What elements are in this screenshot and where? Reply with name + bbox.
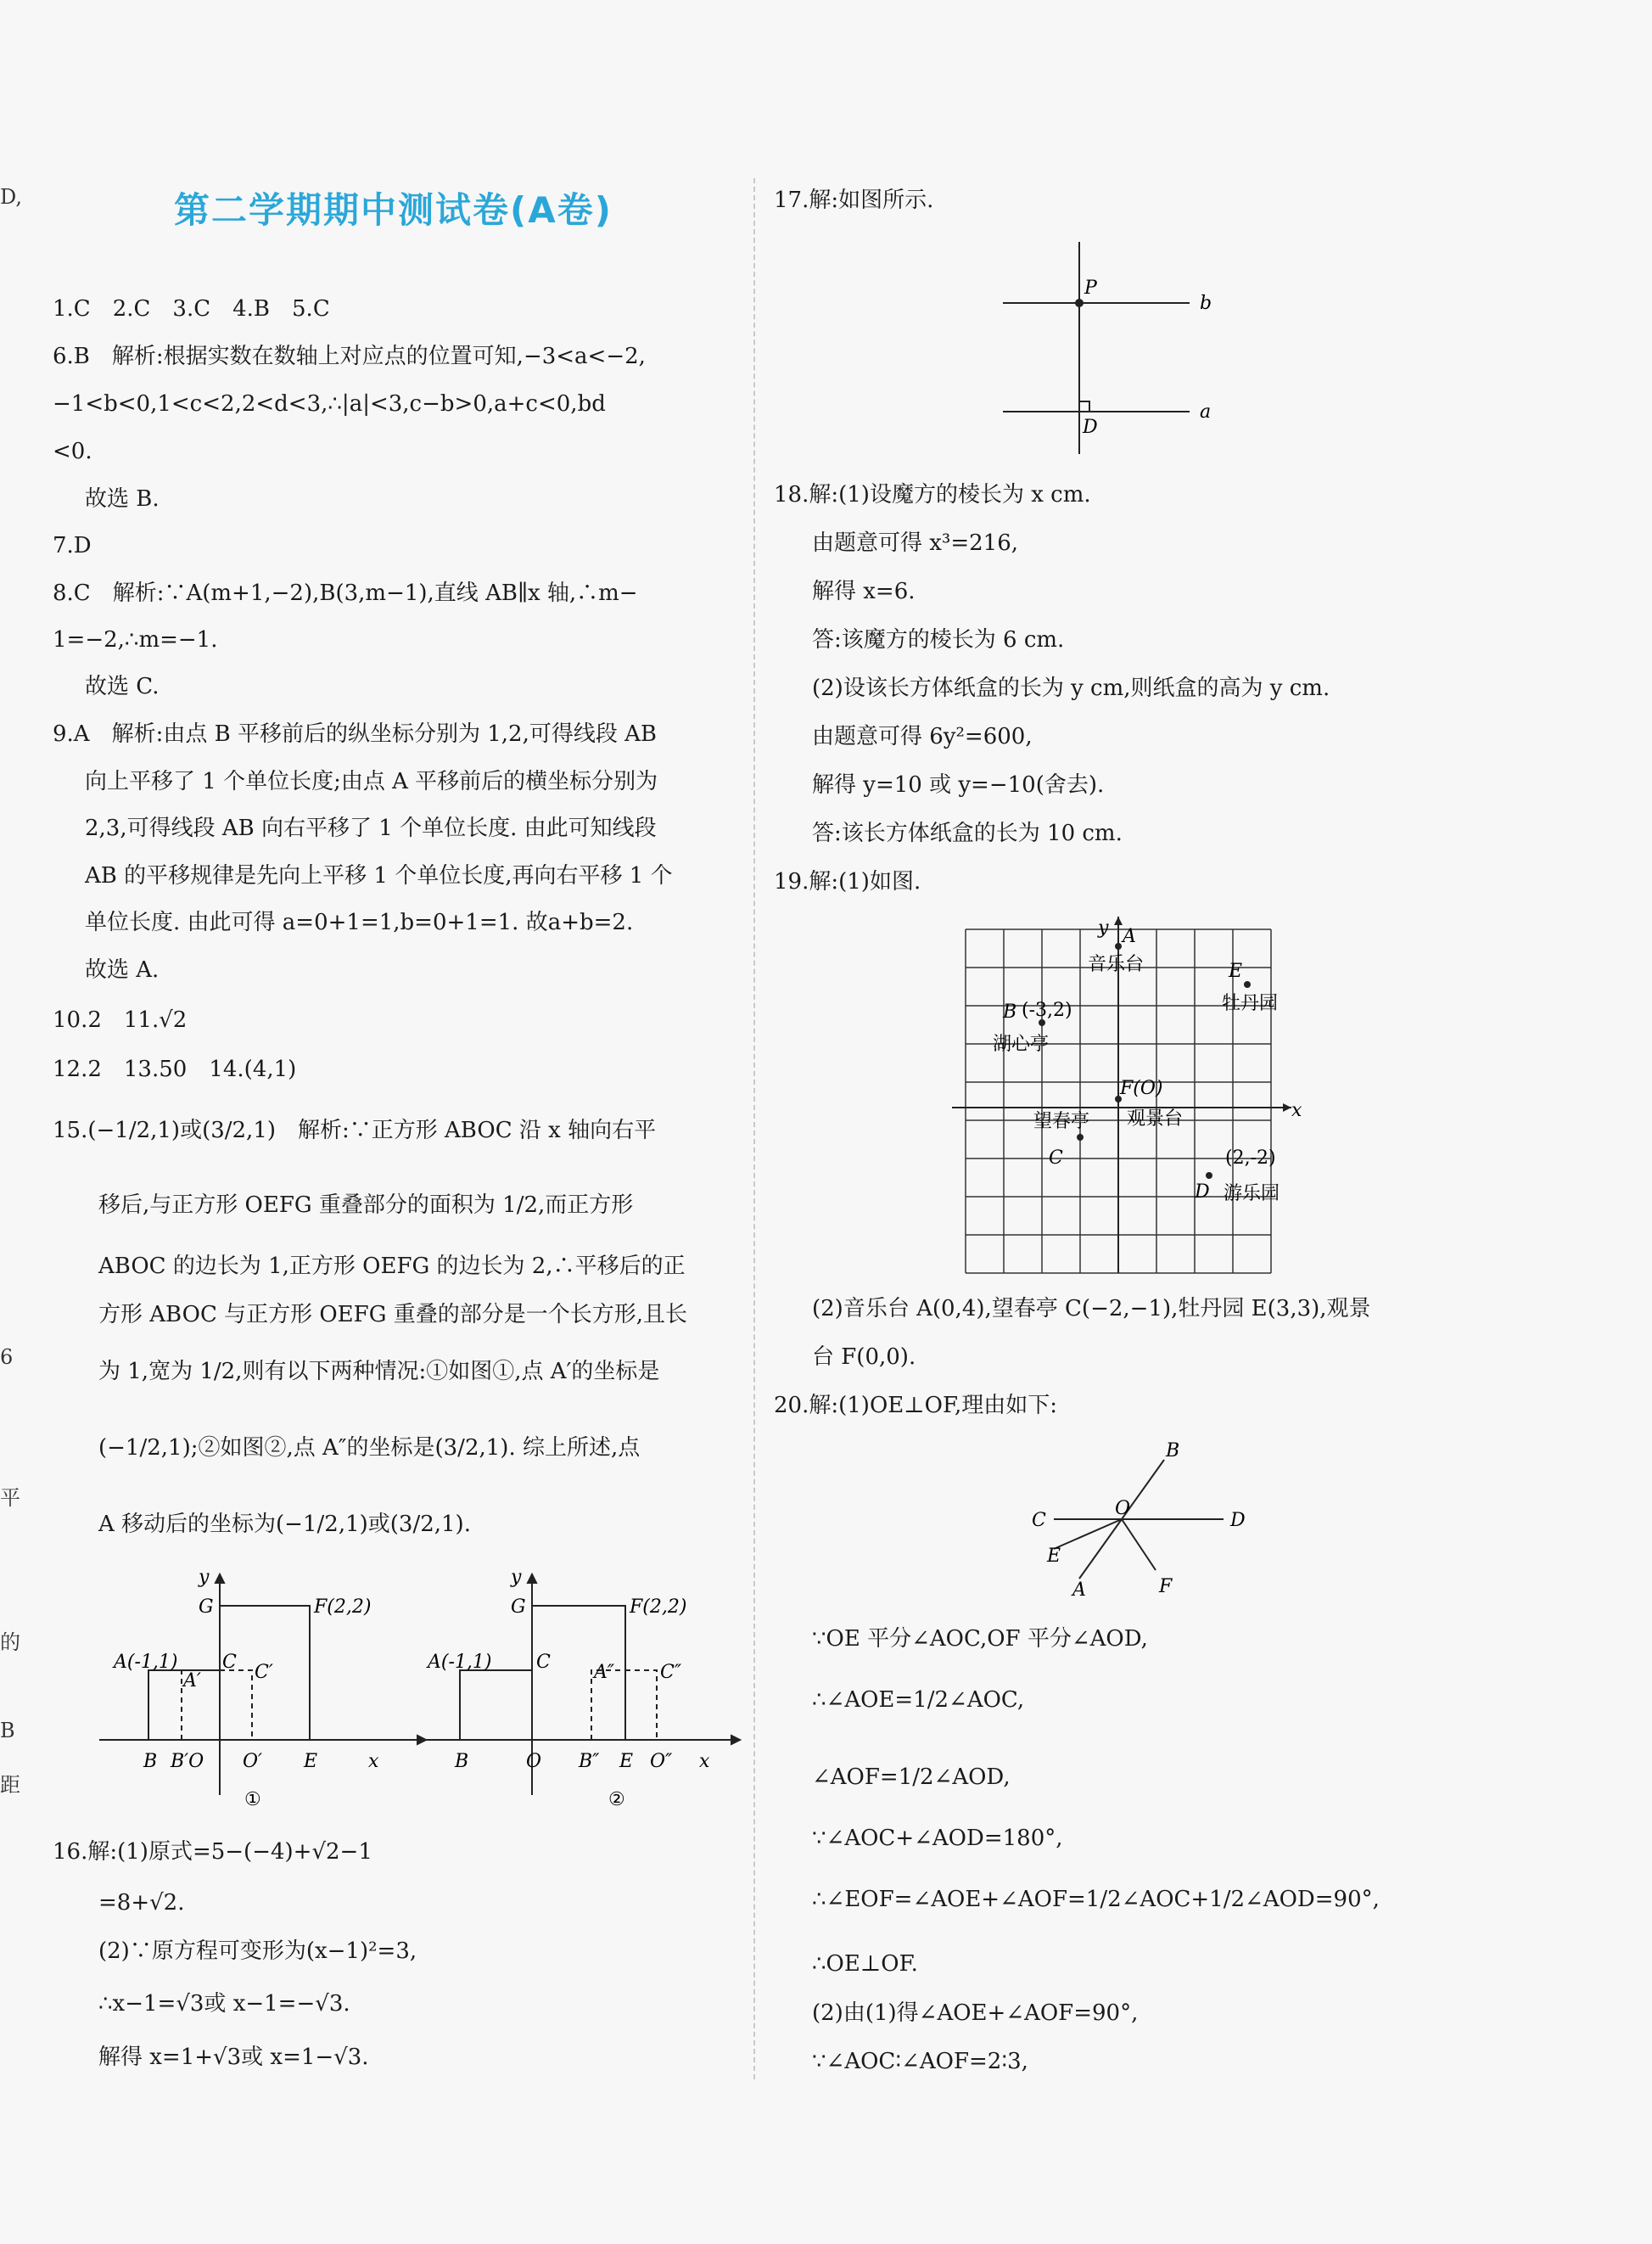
answer-line: 答:该魔方的棱长为 6 cm. bbox=[812, 627, 1065, 653]
svg-text:望春亭: 望春亭 bbox=[1033, 1111, 1090, 1132]
svg-text:a: a bbox=[1200, 401, 1212, 423]
answer-line: ∴∠EOF=∠AOE+∠AOF=1/2∠AOC+1/2∠AOD=90°, bbox=[812, 1887, 1380, 1912]
answer-line: (−1/2,1);②如图②,点 A″的坐标是(3/2,1). 综上所述,点 bbox=[98, 1435, 641, 1461]
svg-text:x: x bbox=[699, 1751, 710, 1772]
answer-line: 15.(−1/2,1)或(3/2,1) 解析:∵正方形 ABOC 沿 x 轴向右平 bbox=[53, 1118, 657, 1143]
answer-line: 方形 ABOC 与正方形 OEFG 重叠的部分是一个长方形,且长 bbox=[98, 1302, 688, 1327]
answer-line: ∴OE⊥OF. bbox=[812, 1951, 918, 1977]
answer-line: 9.A 解析:由点 B 平移前后的纵坐标分别为 1,2,可得线段 AB bbox=[53, 721, 658, 747]
answer-line: (2)由(1)得∠AOE+∠AOF=90°, bbox=[812, 2000, 1139, 2026]
svg-text:P: P bbox=[1084, 278, 1097, 299]
answer-line: 12.2 13.50 14.(4,1) bbox=[53, 1057, 297, 1082]
svg-text:G: G bbox=[511, 1596, 526, 1618]
answer-line: 20.解:(1)OE⊥OF,理由如下: bbox=[774, 1393, 1058, 1418]
answer-line: 为 1,宽为 1/2,则有以下两种情况:①如图①,点 A′的坐标是 bbox=[98, 1359, 660, 1384]
figure-15-2 bbox=[409, 1566, 765, 1812]
svg-text:E: E bbox=[304, 1751, 318, 1772]
svg-text:观景台: 观景台 bbox=[1127, 1108, 1184, 1130]
svg-text:C″: C″ bbox=[660, 1662, 682, 1683]
column-divider bbox=[753, 178, 755, 2079]
figure-20 bbox=[1020, 1434, 1274, 1613]
answer-line: 解得 x=6. bbox=[812, 579, 916, 604]
svg-text:y: y bbox=[199, 1567, 210, 1588]
answer-line: 6.B 解析:根据实数在数轴上对应点的位置可知,−3<a<−2, bbox=[53, 344, 646, 369]
svg-text:A″: A″ bbox=[594, 1662, 615, 1683]
answer-line: 17.解:如图所示. bbox=[774, 188, 934, 213]
svg-text:D: D bbox=[1230, 1510, 1246, 1531]
figure-15-1 bbox=[95, 1566, 451, 1812]
answer-line: (2)∵原方程可变形为(x−1)²=3, bbox=[98, 1938, 417, 1964]
answer-line: ABOC 的边长为 1,正方形 OEFG 的边长为 2,∴平移后的正 bbox=[98, 1254, 686, 1279]
margin-fragment: 6 bbox=[0, 1345, 14, 1369]
answer-line: 故选 A. bbox=[85, 957, 160, 983]
answer-line: ∴x−1=√3或 x−1=−√3. bbox=[98, 1991, 350, 2017]
svg-text:O″: O″ bbox=[650, 1751, 673, 1772]
answer-line: 由题意可得 6y²=600, bbox=[812, 724, 1033, 749]
svg-text:牡丹园: 牡丹园 bbox=[1222, 993, 1279, 1014]
svg-text:G: G bbox=[199, 1596, 214, 1618]
answer-line: 10.2 11.√2 bbox=[53, 1007, 188, 1033]
answer-line: 故选 C. bbox=[85, 674, 160, 699]
svg-text:B: B bbox=[1003, 1001, 1017, 1023]
answer-line: 单位长度. 由此可得 a=0+1=1,b=0+1=1. 故a+b=2. bbox=[85, 910, 634, 935]
svg-text:C: C bbox=[1049, 1147, 1063, 1169]
svg-text:D: D bbox=[1083, 417, 1098, 438]
answer-line: 1.C 2.C 3.C 4.B 5.C bbox=[53, 296, 330, 322]
svg-text:音乐台: 音乐台 bbox=[1088, 954, 1145, 975]
answer-line: 1=−2,∴m=−1. bbox=[53, 627, 218, 653]
margin-fragment: B bbox=[0, 1719, 15, 1742]
svg-text:②: ② bbox=[608, 1789, 625, 1810]
svg-text:A: A bbox=[1072, 1579, 1086, 1601]
svg-text:b: b bbox=[1200, 293, 1212, 314]
svg-text:A(-1,1): A(-1,1) bbox=[114, 1652, 178, 1673]
answer-line: A 移动后的坐标为(−1/2,1)或(3/2,1). bbox=[98, 1512, 471, 1537]
answer-line: 台 F(0,0). bbox=[812, 1344, 916, 1370]
svg-text:F(2,2): F(2,2) bbox=[314, 1596, 372, 1618]
svg-text:D: D bbox=[1195, 1181, 1210, 1203]
svg-text:C: C bbox=[1032, 1510, 1046, 1531]
answer-line: ∵OE 平分∠AOC,OF 平分∠AOD, bbox=[812, 1626, 1148, 1652]
answer-line: 故选 B. bbox=[85, 486, 160, 512]
answer-line: ∵∠AOC+∠AOD=180°, bbox=[812, 1826, 1063, 1851]
svg-text:y: y bbox=[1098, 917, 1109, 939]
svg-text:B″: B″ bbox=[579, 1751, 600, 1772]
svg-text:(-3,2): (-3,2) bbox=[1022, 1000, 1072, 1021]
answer-line: (2)音乐台 A(0,4),望春亭 C(−2,−1),牡丹园 E(3,3),观景 bbox=[812, 1296, 1371, 1321]
answer-line: ∠AOF=1/2∠AOD, bbox=[812, 1764, 1011, 1790]
svg-text:O′: O′ bbox=[243, 1751, 263, 1772]
figure-19-grid-map bbox=[952, 912, 1308, 1286]
svg-text:O: O bbox=[1115, 1498, 1131, 1519]
answer-line: 8.C 解析:∵A(m+1,−2),B(3,m−1),直线 AB∥x 轴,∴m− bbox=[53, 581, 638, 606]
answer-line: 19.解:(1)如图. bbox=[774, 869, 921, 895]
answer-line: AB 的平移规律是先向上平移 1 个单位长度,再向右平移 1 个 bbox=[85, 863, 673, 889]
answer-line: 移后,与正方形 OEFG 重叠部分的面积为 1/2,而正方形 bbox=[98, 1192, 634, 1218]
answer-line: <0. bbox=[53, 439, 92, 464]
answer-line: 7.D bbox=[53, 533, 92, 558]
svg-text:E: E bbox=[1229, 961, 1243, 982]
svg-text:B: B bbox=[455, 1751, 469, 1772]
svg-text:y: y bbox=[511, 1567, 522, 1588]
svg-text:A′: A′ bbox=[183, 1670, 201, 1691]
answer-line: 18.解:(1)设魔方的棱长为 x cm. bbox=[774, 482, 1091, 508]
svg-text:C: C bbox=[222, 1652, 237, 1673]
svg-text:E: E bbox=[619, 1751, 634, 1772]
svg-text:E: E bbox=[1047, 1546, 1061, 1567]
svg-text:x: x bbox=[1291, 1100, 1302, 1121]
answer-line: 解得 x=1+√3或 x=1−√3. bbox=[98, 2045, 369, 2070]
answer-line: 解得 y=10 或 y=−10(舍去). bbox=[812, 772, 1105, 798]
answer-line: =8+√2. bbox=[98, 1890, 185, 1916]
svg-text:F: F bbox=[1159, 1576, 1173, 1597]
margin-fragment: 距 bbox=[0, 1773, 20, 1797]
answer-line: (2)设该长方体纸盒的长为 y cm,则纸盒的高为 y cm. bbox=[812, 676, 1330, 701]
answer-line: 向上平移了 1 个单位长度;由点 A 平移前后的横坐标分别为 bbox=[85, 769, 658, 794]
svg-text:x: x bbox=[368, 1751, 379, 1772]
svg-text:A: A bbox=[1123, 926, 1136, 947]
answer-line: −1<b<0,1<c<2,2<d<3,∴|a|<3,c−b>0,a+c<0,bd bbox=[53, 391, 606, 417]
svg-text:B: B bbox=[1166, 1440, 1180, 1461]
svg-text:F(O): F(O) bbox=[1120, 1078, 1163, 1099]
margin-fragment: 平 bbox=[0, 1486, 20, 1510]
svg-text:①: ① bbox=[244, 1789, 261, 1810]
svg-text:(2,-2): (2,-2) bbox=[1225, 1147, 1276, 1169]
margin-fragment: D, bbox=[0, 185, 23, 209]
svg-text:C′: C′ bbox=[255, 1662, 273, 1683]
svg-text:B′O: B′O bbox=[171, 1751, 204, 1772]
svg-text:湖心亭: 湖心亭 bbox=[993, 1034, 1050, 1055]
svg-text:A(-1,1): A(-1,1) bbox=[428, 1652, 492, 1673]
answer-line: 答:该长方体纸盒的长为 10 cm. bbox=[812, 821, 1123, 846]
answer-line: ∴∠AOE=1/2∠AOC, bbox=[812, 1687, 1025, 1713]
svg-text:F(2,2): F(2,2) bbox=[630, 1596, 687, 1618]
svg-text:C: C bbox=[536, 1652, 551, 1673]
svg-text:B: B bbox=[143, 1751, 158, 1772]
answer-line: 2,3,可得线段 AB 向右平移了 1 个单位长度. 由此可知线段 bbox=[85, 816, 657, 841]
answer-line: ∵∠AOC∶∠AOF=2∶3, bbox=[812, 2049, 1028, 2074]
page-title: 第二学期期中测试卷(A卷) bbox=[174, 189, 613, 231]
answer-line: 由题意可得 x³=216, bbox=[812, 530, 1019, 556]
svg-text:O: O bbox=[526, 1751, 542, 1772]
figure-17 bbox=[1003, 238, 1257, 458]
svg-text:游乐园: 游乐园 bbox=[1224, 1183, 1280, 1204]
margin-fragment: 的 bbox=[0, 1630, 20, 1654]
answer-line: 16.解:(1)原式=5−(−4)+√2−1 bbox=[53, 1839, 372, 1865]
